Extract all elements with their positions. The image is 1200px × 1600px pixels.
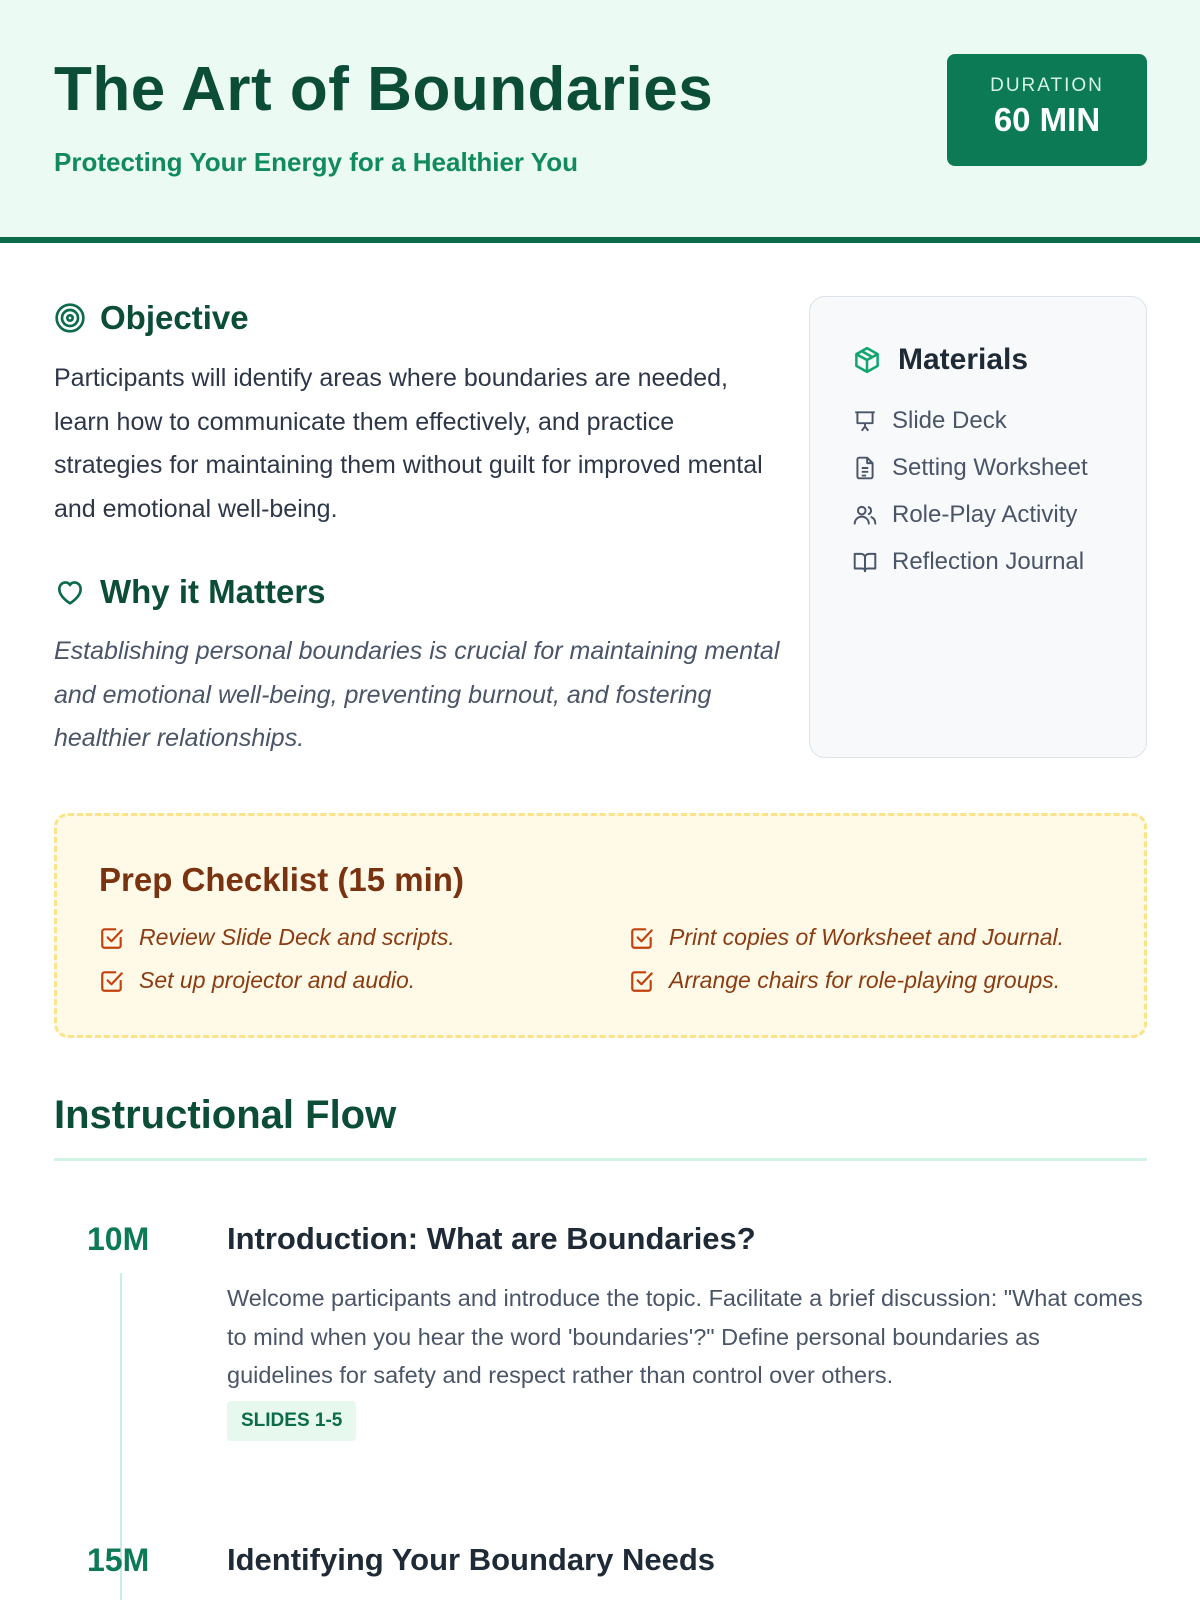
checkbox-checked-icon: [629, 925, 655, 951]
materials-list: [852, 397, 1088, 585]
checklist-item: [629, 924, 1064, 951]
material-label: Reflection Journal: [892, 547, 1085, 575]
objective-heading: Objective: [100, 299, 249, 336]
step-time: 10M: [87, 1221, 150, 1257]
checklist-item-label: Print copies of Worksheet and Journal.: [669, 924, 1065, 950]
checkbox-checked-icon: [99, 968, 125, 994]
material-label: Role-Play Activity: [892, 500, 1078, 528]
checklist-item-label: Review Slide Deck and scripts.: [139, 924, 455, 950]
package-icon: [852, 345, 882, 375]
slides-tag: SLIDES 1-5: [227, 1401, 356, 1441]
list-item: [852, 491, 1088, 538]
why-heading-row: [54, 573, 326, 611]
duration-badge: [947, 54, 1147, 166]
page-title: The Art of Boundaries: [54, 55, 714, 124]
why-heading: Why it Matters: [100, 573, 326, 610]
checklist-item: [629, 967, 1060, 994]
list-item: [852, 538, 1088, 585]
flow-divider: [54, 1158, 1147, 1161]
prep-heading: Prep Checklist (15 min): [99, 861, 464, 898]
checkbox-checked-icon: [629, 968, 655, 994]
duration-label: DURATION: [990, 75, 1104, 96]
prep-checklist: [54, 813, 1147, 1038]
step-time: 15M: [87, 1542, 150, 1578]
flow-heading: Instructional Flow: [54, 1093, 397, 1137]
checklist-item-label: Arrange chairs for role-playing groups.: [669, 967, 1061, 993]
list-item: [852, 444, 1088, 491]
step-title: Identifying Your Boundary Needs: [227, 1542, 716, 1577]
presentation-icon: [852, 408, 878, 434]
users-icon: [852, 502, 878, 528]
checklist-item-label: Set up projector and audio.: [139, 967, 416, 993]
objective-heading-row: [54, 299, 249, 337]
checklist-item: [99, 924, 455, 951]
material-label: Setting Worksheet: [892, 453, 1088, 481]
heart-icon: [54, 576, 86, 608]
why-text: Establishing personal boundaries is crucial for maintaining mental and emotional well-being, preventing burnout, and fostering healthier relationships.: [54, 637, 780, 752]
target-icon: [54, 302, 86, 334]
page-subtitle: Protecting Your Energy for a Healthier You: [54, 147, 578, 177]
materials-heading: Materials: [898, 343, 1029, 376]
materials-heading-row: [852, 343, 1028, 377]
book-icon: [852, 549, 878, 575]
material-label: Slide Deck: [892, 406, 1007, 434]
duration-value: 60 MIN: [993, 101, 1101, 138]
header-banner: [0, 0, 1200, 243]
checklist-item: [99, 967, 415, 994]
document-icon: [852, 455, 878, 481]
step-description: Welcome participants and introduce the topic. Facilitate a brief discussion: "What comes to mind when you hear the word 'boundaries'?" Define personal boundaries as guidelines for safety and respect rather than control over others.: [227, 1285, 1143, 1388]
step-title: Introduction: What are Boundaries?: [227, 1221, 756, 1256]
checkbox-checked-icon: [99, 925, 125, 951]
list-item: [852, 397, 1088, 444]
objective-text: Participants will identify areas where boundaries are needed, learn how to communicate them effectively, and practice strategies for maintaining them without guilt for improved mental and emotional well-being.: [54, 364, 763, 523]
materials-card: [809, 296, 1147, 758]
